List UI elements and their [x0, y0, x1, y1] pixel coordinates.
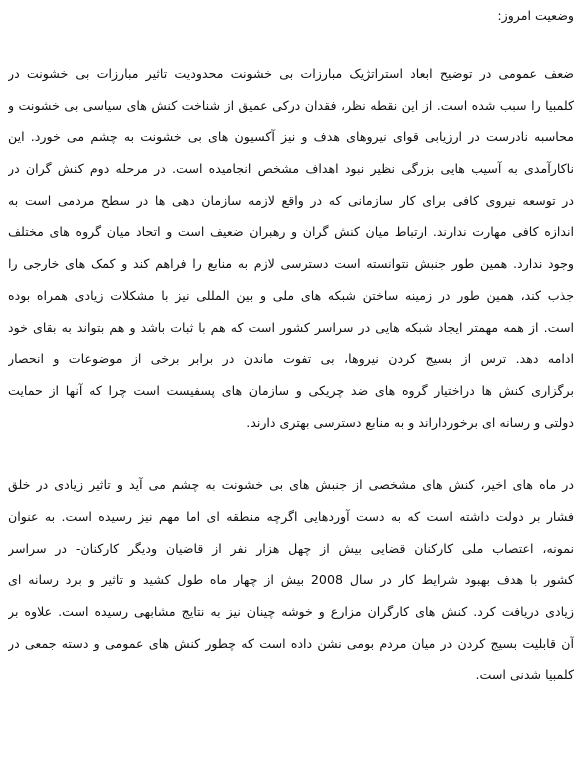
text-line: کلمبیا شدنی است.: [475, 667, 574, 683]
text-line: در ماه های اخیر، کنش های مشخصی از جنبش های بی خشونت به چشم می آید و تاثیر زیادی در خلق: [8, 477, 574, 493]
text-line: زیادی دریافت کرد. کنش های کارگران مزارع و خوشه چینان نیز به نتایج مشابهی رسیده است. علاوه بر: [8, 604, 574, 619]
text-line: آن قابلیت بسیج کردن در میان مردم بومی نشن داده است که چطور کنش های عمومی و دسته جمعی در: [8, 635, 574, 651]
text-line: جذب کند، همین طور در زمینه ساختن شبکه های ملی و بین المللی نیز با مشکلات زیادی همراه بوده: [8, 287, 574, 303]
text-line: اندازه کافی مهارت ندارند. ارتباط میان کنش گران و رهبران ضعیف است و اتحاد میان گروه های مختلف: [8, 224, 574, 240]
text-line: در توسعه نیروی کافی برای کار سازمانی که در واقع لازمه سازمان دهی ها در سطح مردمی است به: [8, 192, 574, 208]
text-line: کشور با هدف بهبود شرایط کار در سال 2008 بیش از چهار ماه طول کشید و تاثیر و برد رسانه ای: [8, 572, 574, 588]
paragraph-weaknesses: [8, 58, 574, 438]
text-line: دولتی و رسانه ای برخورداراند و به منابع دسترسی بهتری دارند.: [246, 414, 574, 430]
text-line: نمونه، اعتصاب ملی کارکنان قضایی بیش از چهل هزار نفر از قاضیان ودیگر کارکنان- در سراسر: [8, 540, 574, 556]
paragraph-recent-actions: [8, 469, 574, 691]
text-line: کلمبیا را سبب شده است. از این نقطه نظر، فقدان درکی عمیق از شناخت کنش های سیاسی بی خشونت و: [8, 97, 574, 113]
text-line: ناکارآمدی به آسیب هایی بزرگی نظیر نبود اهداف مشخص انجامیده است. در مرحله دوم کنش گران در: [8, 161, 574, 177]
text-line: ادامه دهد. ترس از بسیج کردن نیروها، بی تفوت ماندن در برابر برخی از موضوعات و انحصار: [8, 351, 574, 367]
text-line: ضعف عمومی در توضیح ابعاد استراتژیک مبارزات بی خشونت محدودیت تاثیر مبارزات بی خشونت در: [8, 66, 574, 81]
document-page: [8, 4, 574, 691]
text-line: است. از همه مهمتر ایجاد شبکه هایی در سراسر کشور است که هم با ثبات باشد و هم بتواند به بقای خود: [8, 319, 574, 335]
text-line: محاسبه نادرست در ارزیابی قوای نیروهای هدف و نیز آکسیون های بی خشونت به چشم می خورد. این: [8, 129, 574, 145]
text-line: فشار بر دولت داشته است که به دست آوردهایی اگرچه منطقه ای اما مهم نیز رسیده است. به عنوان: [8, 508, 574, 524]
text-line: برگزاری کنش ها دراختیار گروه های ضد چریکی و سازمان های پسفیست است چرا که آنها از حمایت: [8, 382, 574, 398]
text-line: وجود ندارد. همین طور جنبش نتوانسته است دسترسی لازم به منابع را فراهم کند و کمک های خارجی را: [8, 256, 574, 272]
section-heading: وضعیت امروز:: [497, 8, 574, 23]
